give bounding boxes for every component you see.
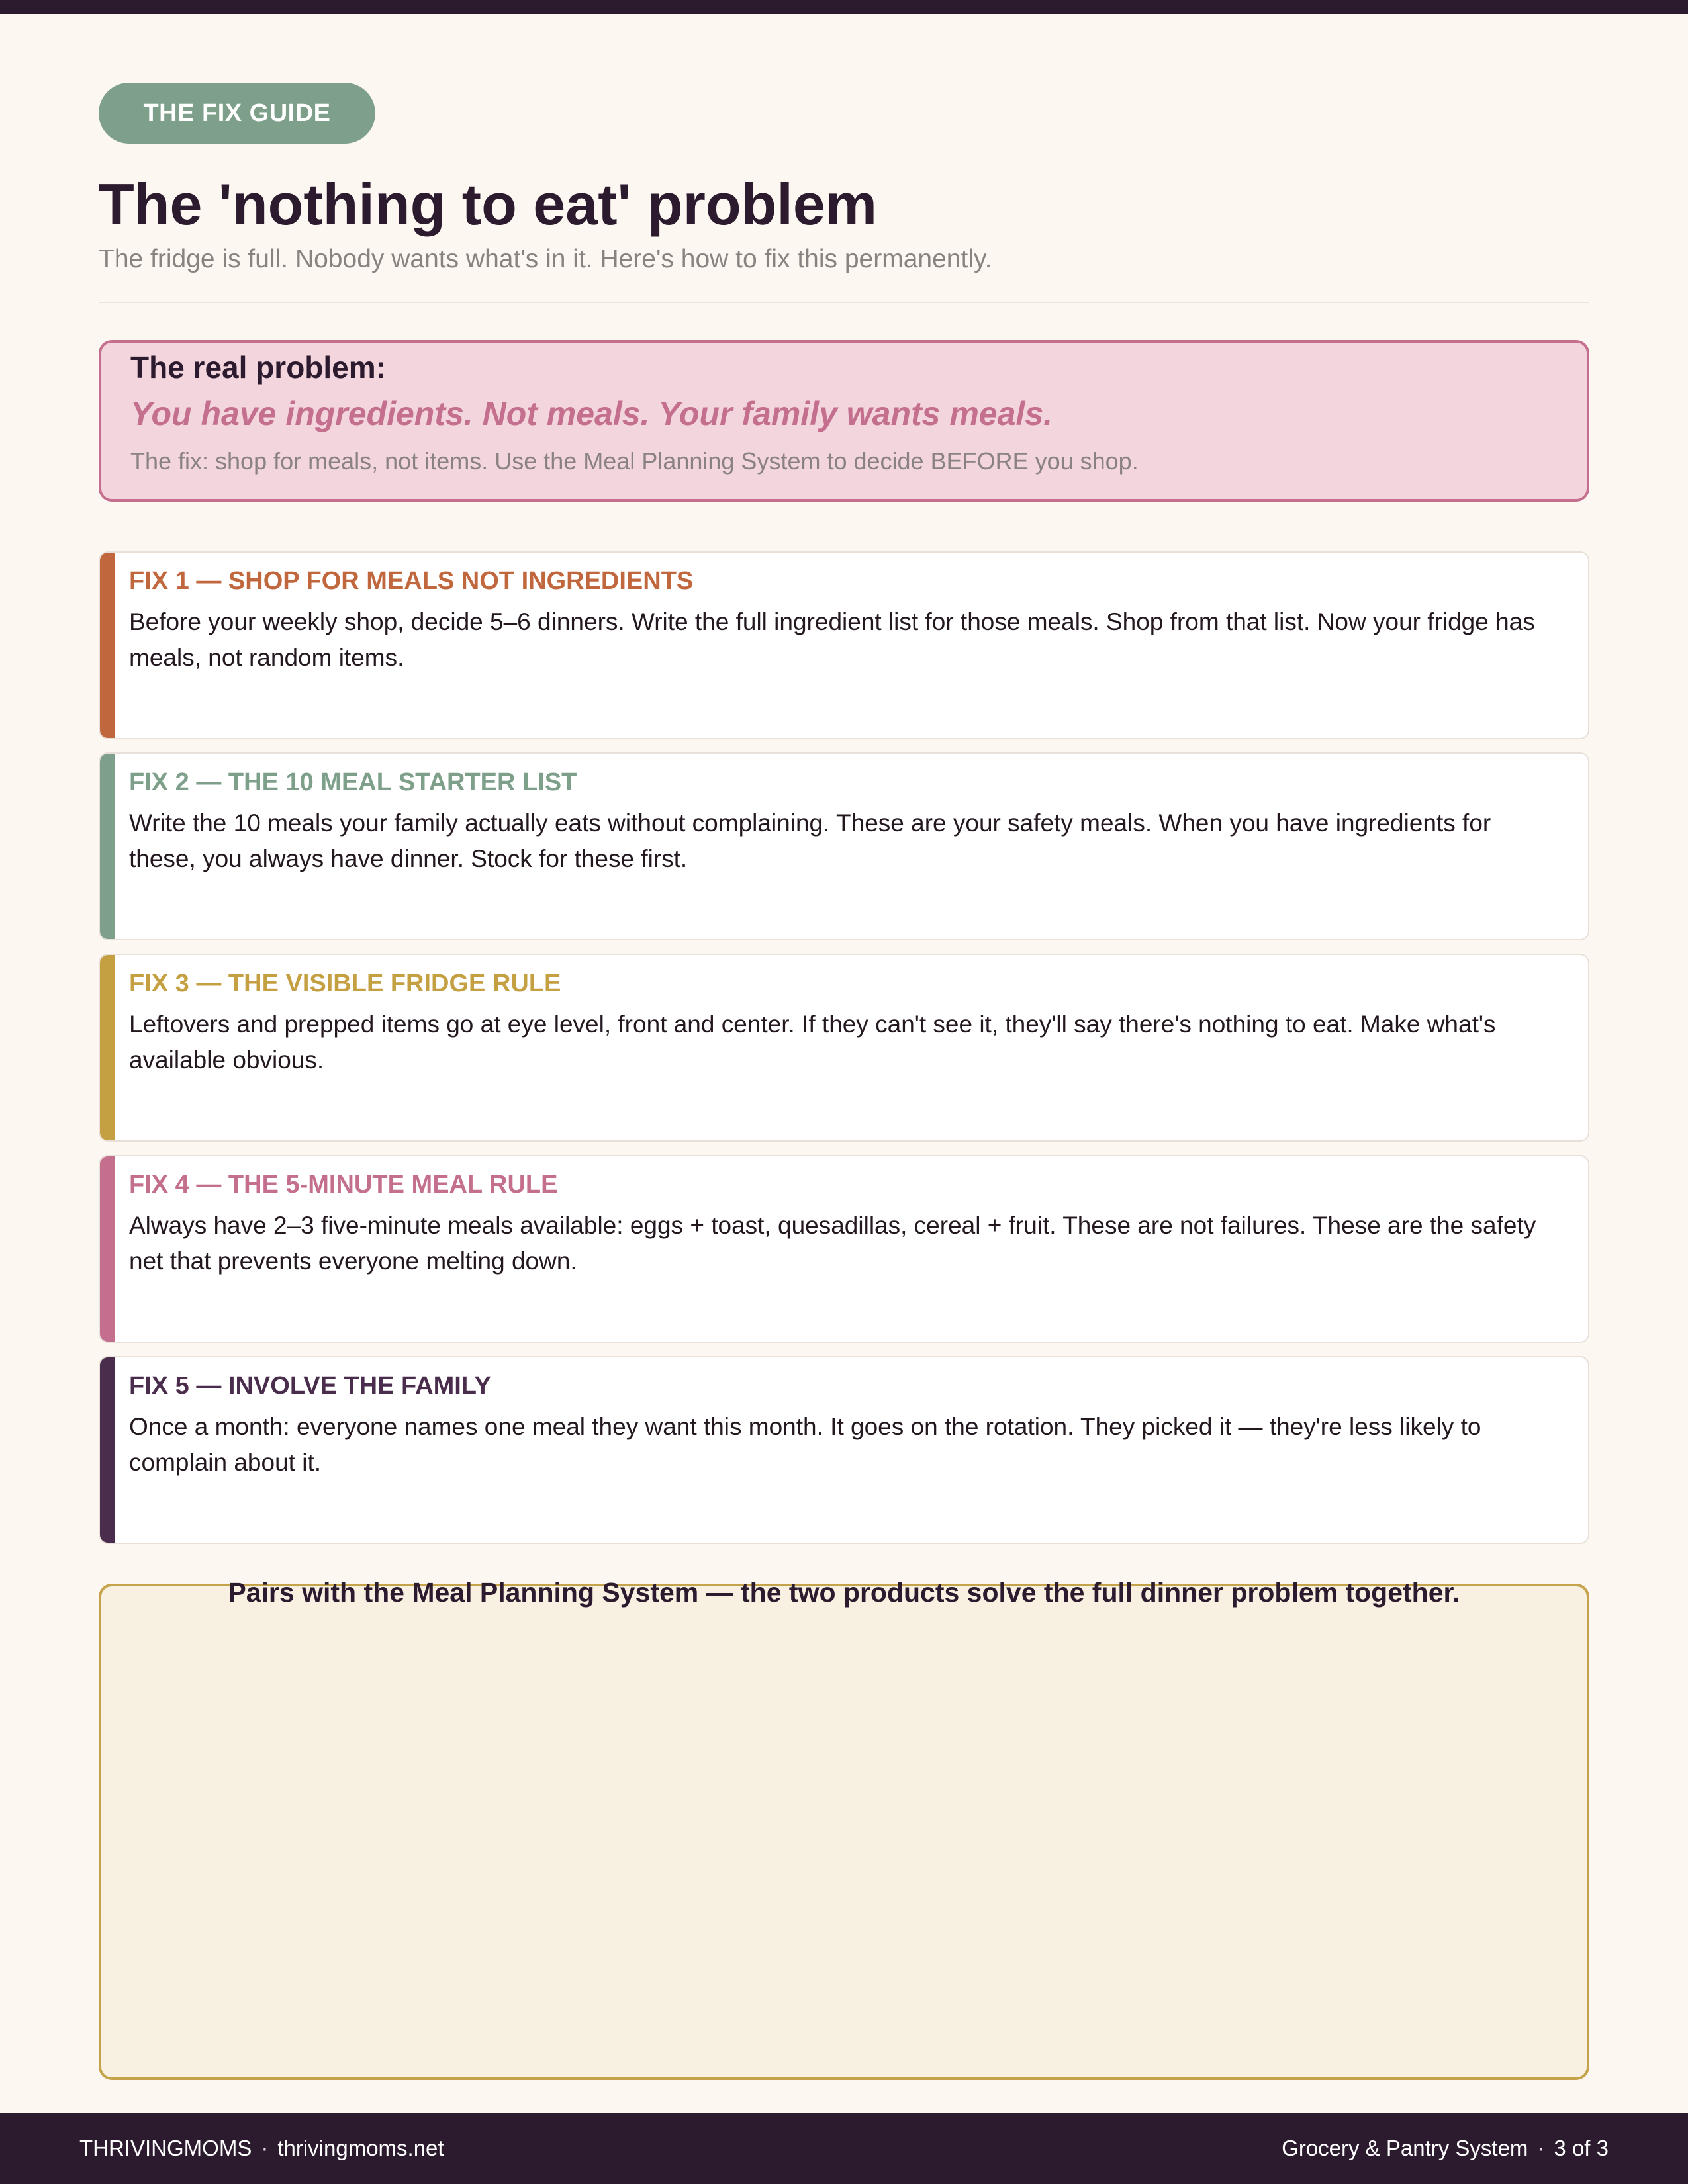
fix-accent-bar: [100, 553, 115, 738]
problem-statement: You have ingredients. Not meals. Your family wants meals.: [130, 395, 1053, 432]
fix-body: Once a month: everyone names one meal they want this month. It goes on the rotation. They picked it — they're less likely to complain about it.: [129, 1413, 1481, 1476]
footer-separator: ·: [261, 2136, 269, 2160]
page-number: 3 of 3: [1554, 2136, 1609, 2160]
guide-badge: THE FIX GUIDE: [99, 83, 375, 144]
footer: [0, 2113, 1688, 2184]
footer-brand: THRIVINGMOMS: [79, 2136, 252, 2160]
fix-accent-bar: [100, 754, 115, 939]
fix-title: FIX 2 — THE 10 MEAL STARTER LIST: [129, 768, 577, 796]
fix-accent-bar: [100, 1357, 115, 1543]
fix-card-3: [99, 954, 1589, 1142]
fix-card-5: [99, 1356, 1589, 1544]
fix-title: FIX 1 — SHOP FOR MEALS NOT INGREDIENTS: [129, 567, 694, 595]
real-problem-box: [99, 340, 1589, 502]
fix-card-1: [99, 551, 1589, 739]
fix-title: FIX 4 — THE 5-MINUTE MEAL RULE: [129, 1171, 558, 1199]
divider: [99, 302, 1589, 303]
problem-fix-text: The fix: shop for meals, not items. Use the Meal Planning System to decide BEFORE you shop.: [130, 447, 1139, 475]
fix-title: FIX 3 — THE VISIBLE FRIDGE RULE: [129, 970, 561, 997]
footer-right: [1282, 2113, 1609, 2184]
page-subtitle: The fridge is full. Nobody wants what's in it. Here's how to fix this permanently.: [99, 245, 992, 273]
fix-body: Leftovers and prepped items go at eye level, front and center. If they can't see it, they'll say there's nothing to eat. Make what's available obvious.: [129, 1011, 1496, 1073]
footer-site-link[interactable]: thrivingmoms.net: [277, 2136, 444, 2160]
fix-card-4: [99, 1155, 1589, 1343]
footer-separator: ·: [1537, 2136, 1545, 2160]
footer-product: Grocery & Pantry System: [1282, 2136, 1528, 2160]
fix-accent-bar: [100, 1156, 115, 1342]
fix-body: Before your weekly shop, decide 5–6 dinners. Write the full ingredient list for those meals. Shop from that list. Now your fridge has meals, not random items.: [129, 608, 1535, 671]
footer-left: [79, 2113, 444, 2184]
pairs-note: Pairs with the Meal Planning System — the two products solve the full dinner problem together.: [228, 1577, 1460, 1608]
top-bar: [0, 0, 1688, 14]
fix-accent-bar: [100, 955, 115, 1140]
fix-body: Write the 10 meals your family actually eats without complaining. These are your safety meals. When you have ingredients for these, you always have dinner. Stock for these first.: [129, 809, 1491, 872]
problem-heading: The real problem:: [130, 350, 386, 385]
fix-title: FIX 5 — INVOLVE THE FAMILY: [129, 1372, 491, 1400]
page-title: The 'nothing to eat' problem: [99, 171, 878, 237]
fix-card-2: [99, 752, 1589, 940]
pairs-callout-box: [99, 1584, 1589, 2080]
fix-body: Always have 2–3 five-minute meals available: eggs + toast, quesadillas, cereal + fruit. These are not failures. These are the safety net that prevents everyone melting down.: [129, 1212, 1536, 1275]
